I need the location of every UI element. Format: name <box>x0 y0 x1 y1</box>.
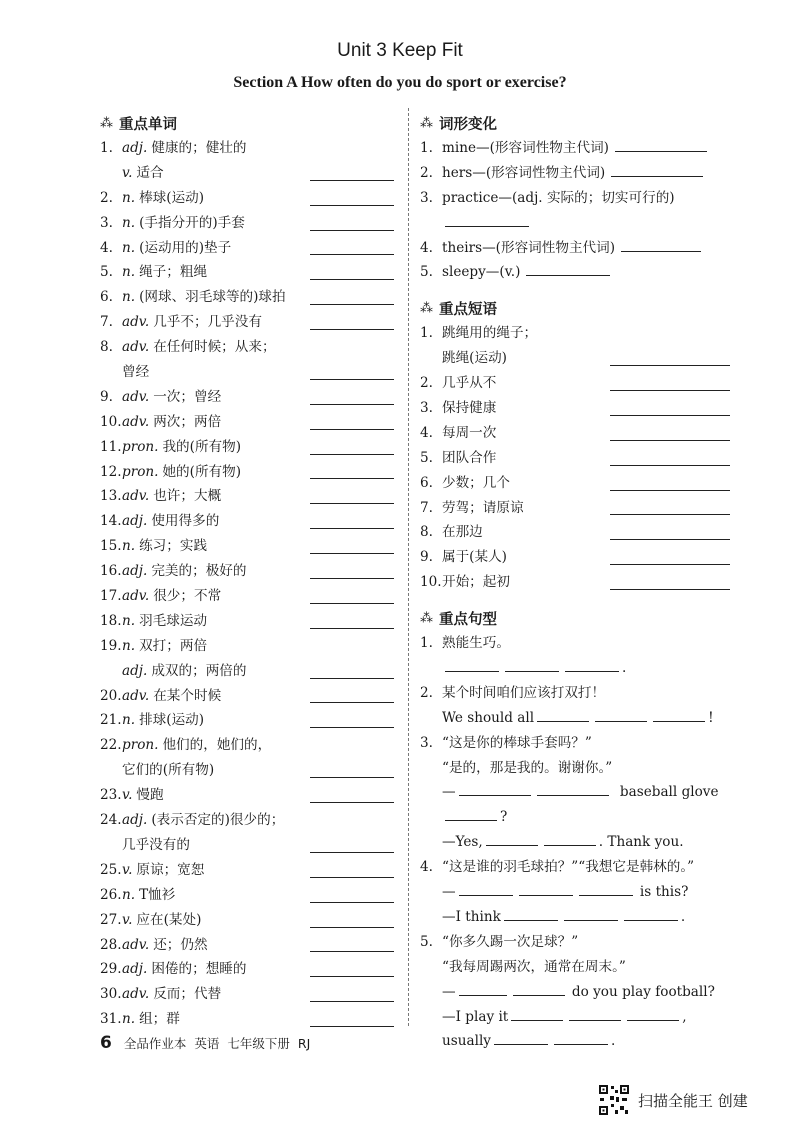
item-number: 27. <box>100 911 122 928</box>
item-text: 几乎从不 <box>442 375 497 392</box>
item-number: 2. <box>420 375 433 392</box>
clover-icon: ⁂ <box>100 115 113 131</box>
answer-blank[interactable] <box>310 503 394 504</box>
answer-blank[interactable] <box>610 440 730 441</box>
answer-blank[interactable] <box>445 657 499 672</box>
part-of-speech: adv. <box>122 986 150 1003</box>
part-of-speech: n. <box>122 612 136 629</box>
answer-blank[interactable] <box>310 230 394 231</box>
vocab-item <box>100 708 396 733</box>
sentence-5-line2: “我每周踢两次，通常在周末。” <box>442 958 626 975</box>
item-text: 慢跑 <box>136 787 164 804</box>
item-text: 劳驾；请原谅 <box>442 499 524 516</box>
phrase-item <box>420 446 730 471</box>
item-text: 跳绳用的绳子； <box>442 325 538 342</box>
vocab-item <box>100 410 396 435</box>
right-column <box>420 110 730 1054</box>
phrase-item <box>420 496 730 521</box>
form-item <box>420 161 730 186</box>
forms-heading: ⁂ 词形变化 <box>420 115 497 133</box>
phrase-item <box>420 346 730 371</box>
column-divider <box>408 108 409 1026</box>
vocab-item <box>100 982 396 1007</box>
item-number: 3. <box>100 214 113 231</box>
part-of-speech: adv. <box>122 687 150 704</box>
answer-blank[interactable] <box>569 1006 621 1021</box>
part-of-speech: n. <box>122 264 136 281</box>
item-text: 适合 <box>136 164 164 181</box>
item-text: 在那边 <box>442 524 483 541</box>
item-text: hers—(形容词性物主代词) <box>442 164 606 181</box>
item-text: 在某个时候 <box>153 687 222 704</box>
item-text: 应在(某处) <box>136 911 202 928</box>
answer-blank[interactable] <box>310 802 394 803</box>
answer-blank[interactable] <box>310 254 394 255</box>
item-text: 两次；两倍 <box>153 413 222 430</box>
clover-icon: ⁂ <box>420 610 433 626</box>
vocab-item <box>100 360 396 385</box>
item-text: 一次；曾经 <box>153 388 222 405</box>
clover-icon: ⁂ <box>420 300 433 316</box>
item-number: 19. <box>100 637 122 654</box>
form-item <box>420 236 730 261</box>
item-text: T恤衫 <box>139 886 176 903</box>
sentence-3-answer-c: —Yes, . Thank you. <box>420 830 730 855</box>
item-number: 12. <box>100 463 122 480</box>
answer-blank[interactable] <box>504 906 558 921</box>
answer-blank[interactable] <box>544 831 596 846</box>
answer-blank[interactable] <box>310 727 394 728</box>
sentence-4: 4. “这是谁的羽毛球拍？”“我想它是韩林的。” <box>420 859 695 876</box>
sentence-5: 5. “你多久踢一次足球？” <box>420 933 579 950</box>
item-text: 使用得多的 <box>151 513 220 530</box>
item-number: 3. <box>420 400 433 417</box>
sentences-heading: ⁂ 重点句型 <box>420 610 497 628</box>
item-number: 8. <box>100 339 113 356</box>
sentence-1-answer: . <box>420 656 730 681</box>
answer-blank[interactable] <box>310 279 394 280</box>
answer-blank[interactable] <box>610 539 730 540</box>
answer-blank[interactable] <box>653 707 705 722</box>
answer-blank[interactable] <box>310 429 394 430</box>
item-number: 1. <box>100 140 113 156</box>
item-text: 棒球(运动) <box>139 189 205 206</box>
vocab-item <box>100 136 396 161</box>
part-of-speech: v. <box>122 787 133 804</box>
part-of-speech: adv. <box>122 413 150 430</box>
item-text: 属于(某人) <box>442 549 507 566</box>
item-number: 1. <box>420 325 433 342</box>
part-of-speech: n. <box>122 289 136 306</box>
part-of-speech: adj. <box>122 563 148 580</box>
vocab-item <box>100 833 396 858</box>
item-number: 14. <box>100 513 122 530</box>
vocab-item <box>100 186 396 211</box>
vocab-item <box>100 908 396 933</box>
vocab-item <box>100 659 396 684</box>
item-number: 8. <box>420 524 433 541</box>
item-number: 2. <box>420 164 433 181</box>
part-of-speech: n. <box>122 239 136 256</box>
sentence-2: 2. 某个时间咱们应该打双打！ <box>420 684 606 701</box>
item-number: 13. <box>100 488 122 505</box>
answer-blank[interactable] <box>511 1006 563 1021</box>
item-number: 2. <box>100 189 113 206</box>
answer-blank[interactable] <box>310 205 394 206</box>
sentence-5-answer-a: — do you play football? <box>420 980 730 1005</box>
answer-blank[interactable] <box>310 454 394 455</box>
answer-blank[interactable] <box>579 881 633 896</box>
answer-blank[interactable] <box>459 881 513 896</box>
answer-blank[interactable] <box>310 304 394 305</box>
phrase-item <box>420 371 730 396</box>
item-text: (网球、羽毛球等的)球拍 <box>139 289 286 306</box>
vocab-item <box>100 211 396 236</box>
item-text: 它们的(所有物) <box>122 762 215 779</box>
item-text: mine—(形容词性物主代词) <box>442 140 609 156</box>
answer-blank[interactable] <box>505 657 559 672</box>
item-text: 开始；起初 <box>442 574 510 591</box>
vocab-item <box>100 634 396 659</box>
grade: 七年级下册 <box>227 1036 290 1051</box>
item-number: 23. <box>100 787 122 804</box>
item-text: 跳绳(运动) <box>442 350 507 367</box>
answer-blank[interactable] <box>310 553 394 554</box>
sentence-3: 3. “这是你的棒球手套吗？” <box>420 734 592 751</box>
part-of-speech: n. <box>122 1011 136 1028</box>
phrase-item <box>420 545 730 570</box>
item-text: (运动用的)垫子 <box>139 239 232 256</box>
item-text: sleepy—(v.) <box>442 264 521 281</box>
part-of-speech: adj. <box>122 513 148 530</box>
answer-blank[interactable] <box>537 781 609 796</box>
vocab-item <box>100 808 396 833</box>
answer-blank[interactable] <box>565 657 619 672</box>
vocab-item <box>100 310 396 335</box>
item-text: 几乎不；几乎没有 <box>153 314 262 331</box>
item-text: 保持健康 <box>442 400 497 417</box>
section-title: Section A How often do you do sport or exercise? <box>233 74 567 91</box>
item-text: practice—(adj. 实际的；切实可行的) <box>442 189 675 206</box>
vocab-item <box>100 559 396 584</box>
part-of-speech: adv. <box>122 339 150 356</box>
item-text: 成双的；两倍的 <box>151 662 247 679</box>
form-item <box>420 260 730 285</box>
answer-blank[interactable] <box>564 906 618 921</box>
vocab-item <box>100 285 396 310</box>
sentence-3-answer-a: — baseball glove <box>420 780 730 805</box>
answer-blank[interactable] <box>310 1001 394 1002</box>
answer-blank[interactable] <box>611 162 703 177</box>
item-number: 22. <box>100 737 122 754</box>
vocab-item <box>100 783 396 808</box>
answer-blank[interactable] <box>310 927 394 928</box>
form-item <box>420 186 730 211</box>
vocab-item <box>100 260 396 285</box>
item-text: 团队合作 <box>442 449 497 466</box>
clover-icon: ⁂ <box>420 115 433 131</box>
item-number: 25. <box>100 861 122 878</box>
vocab-item <box>100 385 396 410</box>
answer-blank[interactable] <box>310 528 394 529</box>
vocab-item <box>100 584 396 609</box>
answer-blank[interactable] <box>310 628 394 629</box>
item-text: 在任何时候；从来； <box>153 339 276 356</box>
item-text: 我的(所有物) <box>162 438 242 455</box>
item-text: 练习；实践 <box>139 538 208 555</box>
answer-blank[interactable] <box>624 906 678 921</box>
item-text: 困倦的；想睡的 <box>151 961 247 978</box>
part-of-speech: adv. <box>122 936 150 953</box>
item-text: 也许；大概 <box>153 488 222 505</box>
answer-blank[interactable] <box>459 781 531 796</box>
part-of-speech: v. <box>122 164 133 181</box>
vocab-item <box>100 460 396 485</box>
part-of-speech: adv. <box>122 314 150 331</box>
vocab-item <box>100 435 396 460</box>
answer-blank[interactable] <box>519 881 573 896</box>
item-number: 21. <box>100 712 122 729</box>
vocab-item <box>100 858 396 883</box>
sentence-2-answer: We should all ! <box>420 706 730 731</box>
answer-blank[interactable] <box>310 180 394 181</box>
item-number: 6. <box>100 289 113 306</box>
phrase-item <box>420 396 730 421</box>
book-name: 全品作业本 <box>123 1036 187 1051</box>
answer-blank[interactable] <box>610 514 730 515</box>
edition: RJ <box>297 1036 311 1051</box>
answer-blank[interactable] <box>310 1026 394 1027</box>
item-number: 9. <box>100 388 113 405</box>
phrase-item <box>420 421 730 446</box>
answer-blank[interactable] <box>610 465 730 466</box>
vocab-item <box>100 161 396 186</box>
part-of-speech: adj. <box>122 140 148 156</box>
item-text: 完美的；极好的 <box>151 563 247 580</box>
item-text: theirs—(形容词性物主代词) <box>442 239 616 256</box>
item-number: 11. <box>100 438 122 455</box>
part-of-speech: adv. <box>122 388 150 405</box>
answer-blank[interactable] <box>627 1006 679 1021</box>
sentence-4-answer-b: —I think . <box>420 905 730 930</box>
item-number: 4. <box>100 239 113 256</box>
sentence-1: 1. 熟能生巧。 <box>420 635 510 652</box>
vocab-item <box>100 684 396 709</box>
answer-blank[interactable] <box>610 390 730 391</box>
item-text: 排球(运动) <box>139 712 205 729</box>
item-number: 4. <box>420 239 433 256</box>
item-text: 双打；两倍 <box>139 637 208 654</box>
part-of-speech: adj. <box>122 812 148 829</box>
item-number: 17. <box>100 588 122 605</box>
vocab-heading: ⁂ 重点单词 <box>100 115 177 133</box>
vocab-item <box>100 733 396 758</box>
item-text: 健康的；健壮的 <box>151 140 247 156</box>
answer-blank[interactable] <box>537 707 589 722</box>
item-number: 29. <box>100 961 122 978</box>
part-of-speech: pron. <box>122 737 159 754</box>
part-of-speech: pron. <box>122 438 159 455</box>
item-number: 1. <box>420 140 433 156</box>
sentence-5-answer-c: usually . <box>420 1029 730 1054</box>
answer-blank[interactable] <box>310 603 394 604</box>
answer-blank[interactable] <box>595 707 647 722</box>
vocab-item <box>100 534 396 559</box>
phrases-list <box>420 321 730 595</box>
item-number: 18. <box>100 612 122 629</box>
forms-list <box>420 136 730 285</box>
watermark-text: 扫描全能王 创建 <box>638 1091 748 1110</box>
item-number: 20. <box>100 687 122 704</box>
answer-blank[interactable] <box>554 1030 608 1045</box>
item-number: 15. <box>100 538 122 555</box>
answer-blank[interactable] <box>494 1030 548 1045</box>
part-of-speech: n. <box>122 189 136 206</box>
part-of-speech: adj. <box>122 961 148 978</box>
answer-blank[interactable] <box>310 678 394 679</box>
answer-blank[interactable] <box>310 702 394 703</box>
unit-title: Unit 3 Keep Fit <box>337 40 463 61</box>
answer-blank[interactable] <box>459 981 507 996</box>
page-number: 6 <box>100 1033 112 1053</box>
item-text: 绳子；粗绳 <box>139 264 208 281</box>
page-footer <box>100 1033 318 1053</box>
item-number: 7. <box>420 499 433 516</box>
item-number: 3. <box>420 189 433 206</box>
answer-blank[interactable] <box>310 478 394 479</box>
part-of-speech: adv. <box>122 488 150 505</box>
vocab-item <box>100 933 396 958</box>
item-number: 6. <box>420 474 433 491</box>
item-number: 26. <box>100 886 122 903</box>
item-text: 她的(所有物) <box>162 463 242 480</box>
sentence-4-answer-a: — is this? <box>420 880 730 905</box>
answer-blank[interactable] <box>610 415 730 416</box>
answer-blank[interactable] <box>615 137 707 152</box>
answer-blank[interactable] <box>310 777 394 778</box>
sentence-5-answer-b: —I play it , <box>420 1005 730 1030</box>
phrase-item <box>420 321 730 346</box>
answer-blank[interactable] <box>310 951 394 952</box>
part-of-speech: n. <box>122 886 136 903</box>
item-text: (表示否定的)很少的； <box>151 812 285 829</box>
item-text: 原谅；宽恕 <box>136 861 205 878</box>
item-text: 几乎没有的 <box>122 836 190 853</box>
sentence-3-answer-b: ? <box>420 805 730 830</box>
scanner-watermark <box>598 1084 748 1116</box>
part-of-speech: v. <box>122 861 133 878</box>
item-text: 组；群 <box>139 1011 180 1028</box>
answer-blank[interactable] <box>310 379 394 380</box>
item-number: 10. <box>420 574 442 591</box>
phrase-item <box>420 570 730 595</box>
item-text: 少数；几个 <box>442 474 510 491</box>
vocab-item <box>100 883 396 908</box>
answer-blank[interactable] <box>486 831 538 846</box>
item-number: 7. <box>100 314 113 331</box>
item-number: 9. <box>420 549 433 566</box>
phrases-heading: ⁂ 重点短语 <box>420 300 497 318</box>
item-text: 羽毛球运动 <box>139 612 208 629</box>
answer-blank[interactable] <box>621 237 701 252</box>
qr-code-icon <box>598 1084 630 1116</box>
part-of-speech: v. <box>122 911 133 928</box>
form-item <box>420 136 730 161</box>
answer-blank[interactable] <box>310 976 394 977</box>
answer-blank[interactable] <box>310 877 394 878</box>
vocab-item <box>100 509 396 534</box>
sentences-list <box>420 631 730 1054</box>
item-number: 24. <box>100 812 122 829</box>
item-text: 还；仍然 <box>153 936 208 953</box>
item-text: 很少；不常 <box>153 588 222 605</box>
vocab-item <box>100 484 396 509</box>
item-text: 反而；代替 <box>153 986 222 1003</box>
part-of-speech: pron. <box>122 463 159 480</box>
vocab-item <box>100 609 396 634</box>
part-of-speech: n. <box>122 538 136 555</box>
answer-blank[interactable] <box>310 329 394 330</box>
item-number: 5. <box>100 264 113 281</box>
phrase-item <box>420 520 730 545</box>
answer-blank[interactable] <box>610 490 730 491</box>
item-number: 31. <box>100 1011 122 1028</box>
item-number: 5. <box>420 264 433 281</box>
vocab-item <box>100 1007 396 1032</box>
part-of-speech: adv. <box>122 588 150 605</box>
item-text: 每周一次 <box>442 424 497 441</box>
part-of-speech: n. <box>122 637 136 654</box>
answer-blank[interactable] <box>526 261 610 276</box>
item-number: 28. <box>100 936 122 953</box>
vocab-item <box>100 335 396 360</box>
answer-blank[interactable] <box>513 981 565 996</box>
vocab-column <box>100 110 396 1032</box>
phrase-item <box>420 471 730 496</box>
item-number: 16. <box>100 563 122 580</box>
sentence-3-line2: “是的，那是我的。谢谢你。” <box>442 759 613 776</box>
item-number: 4. <box>420 424 433 441</box>
part-of-speech: n. <box>122 214 136 231</box>
answer-blank[interactable] <box>610 365 730 366</box>
answer-blank[interactable] <box>310 578 394 579</box>
part-of-speech: n. <box>122 712 136 729</box>
answer-blank[interactable] <box>310 404 394 405</box>
answer-blank[interactable] <box>445 806 497 821</box>
answer-blank[interactable] <box>310 852 394 853</box>
item-text: 曾经 <box>122 364 150 381</box>
item-number: 10. <box>100 413 122 430</box>
vocab-item <box>100 957 396 982</box>
vocab-item <box>100 758 396 783</box>
answer-blank[interactable] <box>610 564 730 565</box>
subject: 英语 <box>194 1036 220 1051</box>
form-item-continuation <box>420 211 730 236</box>
item-text: 他们的，她们的， <box>162 737 272 754</box>
answer-blank[interactable] <box>310 902 394 903</box>
vocab-item <box>100 236 396 261</box>
part-of-speech: adj. <box>122 662 148 679</box>
item-text: (手指分开的)手套 <box>139 214 245 231</box>
item-number: 5. <box>420 449 433 466</box>
answer-blank[interactable] <box>445 212 529 227</box>
item-number: 30. <box>100 986 122 1003</box>
answer-blank[interactable] <box>610 589 730 590</box>
